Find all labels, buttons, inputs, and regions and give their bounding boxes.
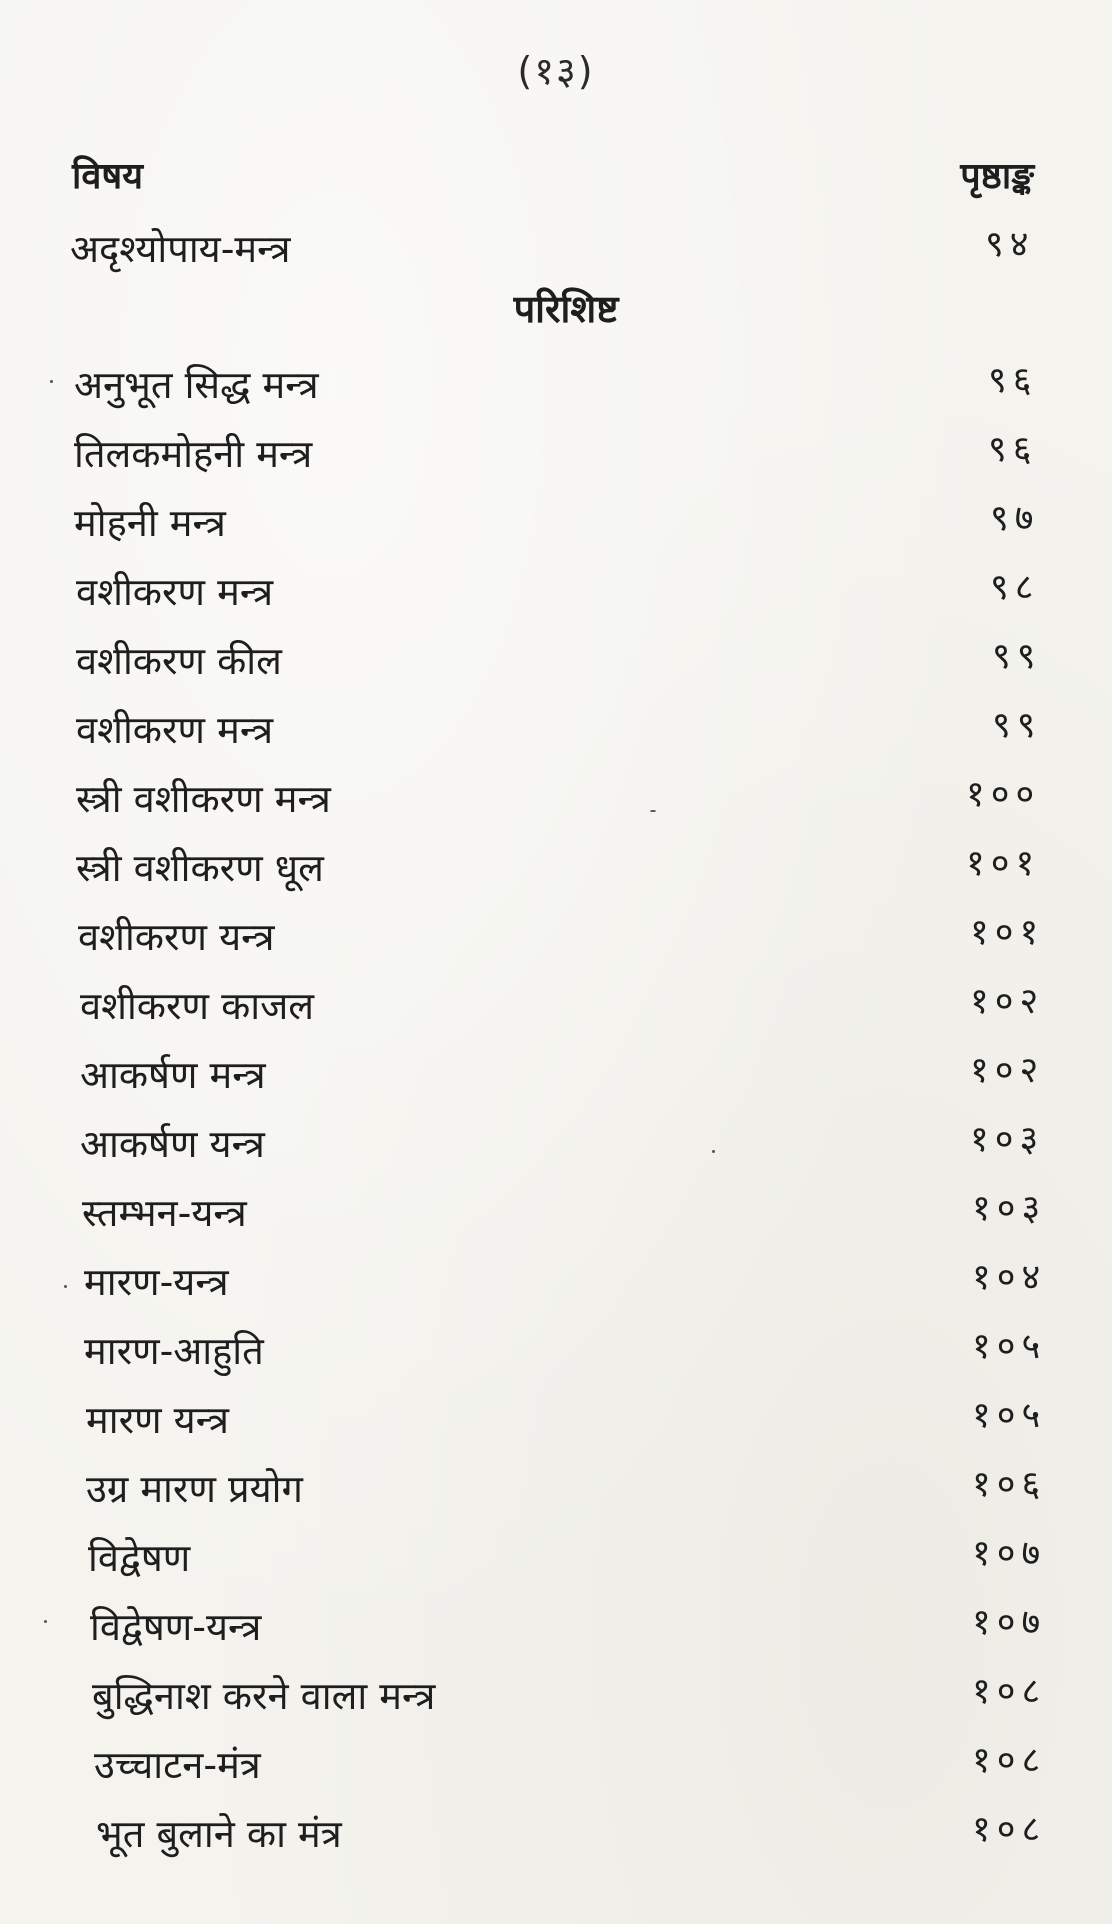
toc-entry-page: ९६ xyxy=(988,360,1038,401)
toc-entry xyxy=(90,1600,1090,1656)
toc-entry-page: १०० xyxy=(966,774,1041,815)
toc-entry-title: भूत बुलाने का मंत्र xyxy=(96,1812,342,1856)
toc-entry-page: ९९ xyxy=(992,636,1042,677)
toc-entry xyxy=(76,772,1076,828)
paper-speck xyxy=(44,1620,47,1623)
toc-entry-title: अदृश्योपाय-मन्त्र xyxy=(70,227,291,271)
toc-entry xyxy=(80,1048,1080,1104)
toc-entry xyxy=(76,841,1076,897)
toc-entry-page: १०३ xyxy=(970,1119,1045,1160)
toc-entry-title: बुद्धिनाश करने वाला मन्त्र xyxy=(92,1674,436,1718)
toc-entry-title: वशीकरण मन्त्र xyxy=(76,708,274,752)
toc-entry-page: ९७ xyxy=(990,498,1040,539)
toc-entry-title: आकर्षण यन्त्र xyxy=(80,1122,265,1166)
toc-entry-page: ९६ xyxy=(988,429,1038,470)
toc-entry-title: मारण-यन्त्र xyxy=(84,1260,229,1304)
toc-entry-title: वशीकरण मन्त्र xyxy=(76,570,274,614)
toc-entry-title: उच्चाटन-मंत्र xyxy=(94,1743,261,1787)
paper-speck xyxy=(650,810,656,812)
toc-entry-title: विद्वेषण-यन्त्र xyxy=(90,1605,262,1649)
toc-entry xyxy=(86,1462,1086,1518)
toc-entry-title: आकर्षण मन्त्र xyxy=(80,1053,266,1097)
toc-entry-page: १०६ xyxy=(972,1464,1047,1505)
toc-entry-page: ९८ xyxy=(990,567,1040,608)
toc-entry-page: १०७ xyxy=(972,1533,1047,1574)
toc-entry-page: १०५ xyxy=(972,1326,1047,1367)
paper-speck xyxy=(712,1150,715,1153)
toc-entry-page: १०३ xyxy=(972,1188,1047,1229)
toc-entry-page: १०५ xyxy=(972,1395,1047,1436)
toc-entry xyxy=(74,496,1074,552)
toc-entry-title: मारण-आहुति xyxy=(84,1329,264,1373)
toc-entry-page: १०२ xyxy=(970,1050,1045,1091)
toc-entry-title: मोहनी मन्त्र xyxy=(74,501,226,545)
toc-entry-page: १०८ xyxy=(972,1740,1047,1781)
toc-entry xyxy=(92,1669,1092,1725)
toc-entry xyxy=(76,703,1076,759)
toc-entry-page: १०८ xyxy=(972,1671,1047,1712)
toc-entry-page: १०२ xyxy=(970,981,1045,1022)
toc-entry-title: विद्वेषण xyxy=(88,1536,191,1580)
toc-entry-title: स्त्री वशीकरण मन्त्र xyxy=(76,777,331,821)
toc-entry-page: १०८ xyxy=(972,1809,1047,1850)
toc-entry-page: ९४ xyxy=(985,224,1035,265)
toc-entry xyxy=(70,222,1070,278)
paper-speck xyxy=(50,380,53,383)
toc-entry xyxy=(88,1531,1088,1587)
toc-entry xyxy=(84,1324,1084,1380)
toc-entry-title: उग्र मारण प्रयोग xyxy=(86,1467,303,1511)
paper-speck xyxy=(64,1285,67,1288)
toc-entry xyxy=(80,979,1080,1035)
toc-entry-page: १०४ xyxy=(972,1257,1047,1298)
toc-entry xyxy=(86,1393,1086,1449)
toc-entry xyxy=(84,1255,1084,1311)
toc-entry-title: मारण यन्त्र xyxy=(86,1398,230,1442)
subject-column-heading: विषय xyxy=(72,156,144,197)
page-column-heading: पृष्ठाङ्क xyxy=(960,156,1034,197)
toc-entry xyxy=(74,427,1074,483)
toc-entry xyxy=(76,565,1076,621)
toc-entry-title: अनुभूत सिद्ध मन्त्र xyxy=(74,363,319,407)
toc-header xyxy=(72,150,1052,202)
toc-entry xyxy=(78,910,1078,966)
toc-entry xyxy=(82,1186,1082,1242)
toc-entry-title: वशीकरण कील xyxy=(76,639,282,683)
toc-entry-title: तिलकमोहनी मन्त्र xyxy=(74,432,313,476)
toc-entry-title: स्त्री वशीकरण धूल xyxy=(76,846,324,890)
toc-entry xyxy=(94,1738,1094,1794)
toc-entry-page: १०१ xyxy=(966,843,1041,884)
toc-entry-page: १०७ xyxy=(972,1602,1047,1643)
page-number: (१३) xyxy=(517,49,595,93)
toc-entry-page: ९९ xyxy=(992,705,1042,746)
toc-entry xyxy=(96,1807,1096,1863)
toc-entry-title: स्तम्भन-यन्त्र xyxy=(82,1191,247,1235)
toc-entry-title: वशीकरण काजल xyxy=(80,984,315,1028)
toc-entry-page: १०१ xyxy=(970,912,1045,953)
section-heading xyxy=(0,282,1112,334)
toc-entry-title: वशीकरण यन्त्र xyxy=(78,915,275,959)
toc-entry xyxy=(74,358,1074,414)
toc-entry xyxy=(76,634,1076,690)
section-heading-text: परिशिष्ट xyxy=(513,287,619,331)
toc-entry xyxy=(80,1117,1080,1173)
